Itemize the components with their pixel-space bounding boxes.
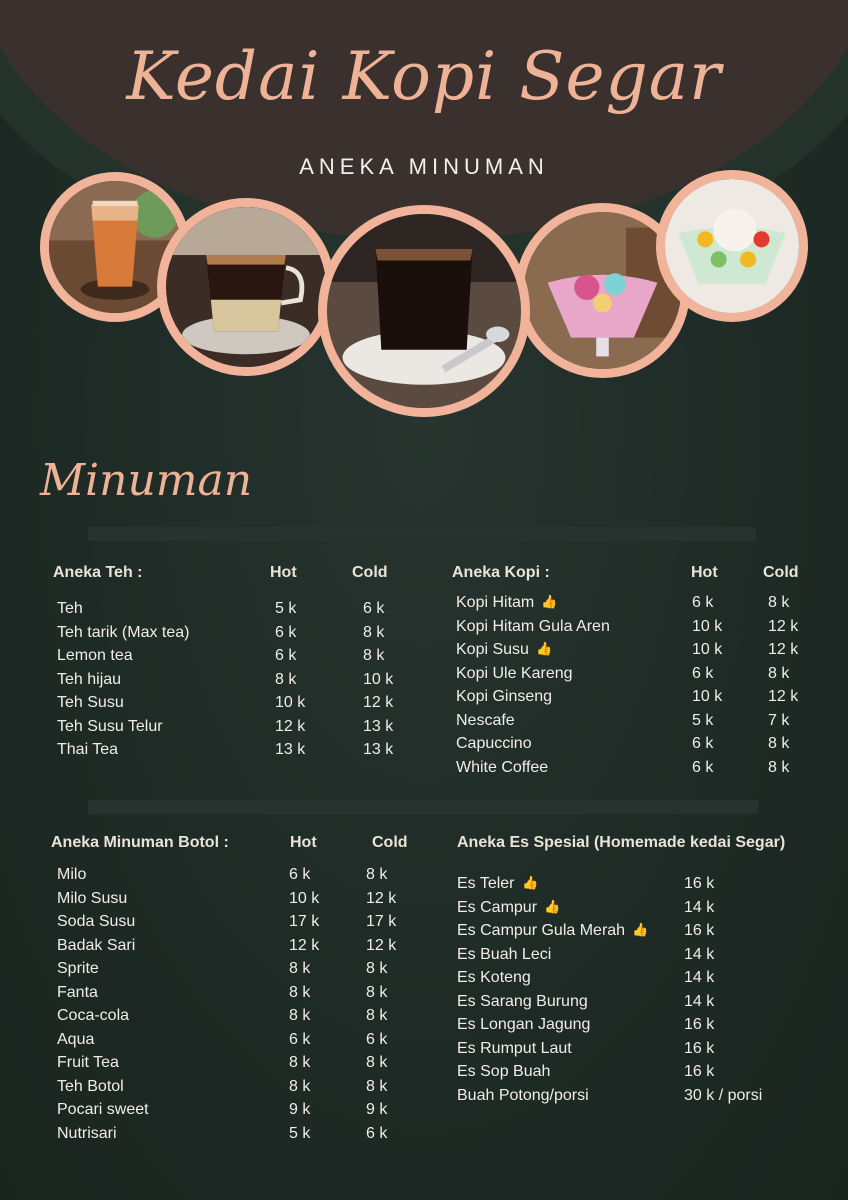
kopi-item-hot: 5 k — [692, 711, 714, 729]
teh-item-hot: 13 k — [275, 741, 306, 758]
teh-item-cold: 10 k — [363, 670, 394, 688]
botol-item-cold: 8 k — [366, 983, 388, 1001]
kopi-item-cold: 8 k — [768, 594, 790, 611]
es-item-name: Es Rumput Laut — [457, 1039, 572, 1057]
es-item-price: 16 k — [684, 922, 715, 939]
teh-item-name: Teh — [57, 600, 83, 617]
botol-hot-label: Hot — [290, 834, 317, 851]
thumbs-up-icon: 👍 — [536, 642, 553, 657]
kopi-hot-label: Hot — [691, 564, 718, 581]
kopi-item-hot: 6 k — [692, 664, 714, 682]
teh-item-name: Teh hijau — [57, 670, 122, 688]
es-item-name: Es Longan Jagung — [457, 1016, 591, 1033]
kopi-item-name: Kopi Susu — [456, 641, 529, 658]
botol-item-hot: 8 k — [289, 1077, 311, 1095]
es-item-price: 14 k — [684, 945, 715, 963]
botol-item-cold: 8 k — [366, 960, 388, 977]
divider-middle — [88, 800, 758, 814]
botol-item-hot: 6 k — [289, 866, 311, 883]
botol-heading: Aneka Minuman Botol : — [51, 834, 229, 851]
teh-item-name: Lemon tea — [57, 647, 133, 664]
es-item-price: 14 k — [684, 992, 715, 1010]
kopi-item-cold: 7 k — [768, 711, 790, 729]
botol-item-name: Badak Sari — [57, 936, 136, 954]
botol-item-hot: 5 k — [289, 1124, 311, 1142]
es-item-name: Es Teler — [457, 875, 515, 892]
kopi-item-cold: 12 k — [768, 688, 799, 705]
botol-item-name: Fruit Tea — [57, 1054, 119, 1071]
teh-item-hot: 5 k — [275, 600, 297, 617]
teh-cold-label: Cold — [352, 564, 388, 581]
botol-item-name: Fanta — [57, 983, 98, 1001]
botol-item-name: Sprite — [57, 960, 99, 977]
kopi-item-name: Capuccino — [456, 735, 532, 752]
thumbs-up-icon: 👍 — [544, 899, 561, 915]
kopi-item-name: Nescafe — [456, 711, 515, 729]
botol-item-hot: 8 k — [289, 960, 311, 977]
botol-item-name: Aqua — [57, 1030, 95, 1048]
es-teler-photo — [656, 170, 808, 322]
botol-item-cold: 9 k — [366, 1101, 388, 1118]
botol-item-cold: 6 k — [366, 1124, 388, 1142]
botol-item-hot: 9 k — [289, 1101, 311, 1118]
botol-item-cold: 6 k — [366, 1030, 388, 1048]
es-item-name: Es Koteng — [457, 969, 531, 986]
kopi-heading: Aneka Kopi : — [452, 564, 550, 581]
es-heading: Aneka Es Spesial (Homemade kedai Segar) — [457, 834, 786, 851]
es-item-name: Es Sop Buah — [457, 1063, 551, 1080]
layered-coffee-photo — [157, 198, 335, 376]
kopi-item-name: White Coffee — [456, 758, 549, 776]
botol-item-hot: 17 k — [289, 913, 320, 930]
kopi-item-name: Kopi Ule Kareng — [456, 664, 573, 682]
teh-item-name: Teh Susu — [57, 694, 124, 711]
kopi-item-cold: 8 k — [768, 735, 790, 752]
kopi-cold-label: Cold — [763, 564, 799, 581]
teh-item-cold: 8 k — [363, 647, 385, 664]
botol-item-name: Coca-cola — [57, 1007, 130, 1024]
teh-item-cold: 8 k — [363, 623, 385, 641]
botol-item-cold: 17 k — [366, 913, 397, 930]
botol-item-name: Pocari sweet — [57, 1101, 149, 1118]
kopi-item-cold: 12 k — [768, 617, 799, 635]
botol-item-name: Teh Botol — [57, 1077, 124, 1095]
teh-item-hot: 12 k — [275, 717, 306, 735]
botol-item-cold: 8 k — [366, 1077, 388, 1095]
teh-item-name: Teh tarik (Max tea) — [57, 623, 190, 641]
kopi-item-hot: 10 k — [692, 617, 723, 635]
botol-item-name: Milo Susu — [57, 889, 128, 907]
botol-item-cold: 8 k — [366, 1007, 388, 1024]
teh-item-hot: 8 k — [275, 670, 297, 688]
es-item-price: 14 k — [684, 898, 715, 916]
es-item-name: Buah Potong/porsi — [457, 1086, 589, 1104]
kopi-item-cold: 8 k — [768, 664, 790, 682]
teh-item-hot: 10 k — [275, 694, 306, 711]
kopi-item-cold: 12 k — [768, 641, 799, 658]
thumbs-up-icon: 👍 — [632, 923, 649, 938]
teh-item-cold: 12 k — [363, 694, 394, 711]
botol-item-name: Milo — [57, 866, 87, 883]
section-title: Minuman — [40, 455, 253, 506]
teh-item-hot: 6 k — [275, 623, 297, 641]
kopi-item-name: Kopi Hitam — [456, 594, 535, 611]
page-title: Kedai Kopi Segar — [126, 38, 722, 115]
teh-item-cold: 13 k — [363, 741, 394, 758]
black-coffee-photo — [318, 205, 530, 417]
divider-top — [88, 527, 756, 541]
botol-item-hot: 10 k — [289, 889, 320, 907]
thumbs-up-icon: 👍 — [522, 876, 539, 891]
es-item-name: Es Campur — [457, 898, 538, 916]
botol-item-cold: 8 k — [366, 1054, 388, 1071]
page-subtitle: ANEKA MINUMAN — [299, 154, 549, 179]
es-item-name: Es Campur Gula Merah — [457, 922, 626, 939]
thumbs-up-icon: 👍 — [541, 595, 558, 610]
botol-item-hot: 8 k — [289, 1007, 311, 1024]
kopi-item-hot: 10 k — [692, 641, 723, 658]
kopi-item-name: Kopi Ginseng — [456, 688, 553, 705]
teh-item-name: Teh Susu Telur — [57, 717, 163, 735]
botol-item-cold: 8 k — [366, 866, 388, 883]
teh-item-name: Thai Tea — [57, 741, 119, 758]
botol-item-hot: 8 k — [289, 983, 311, 1001]
botol-item-hot: 6 k — [289, 1030, 311, 1048]
es-item-price: 16 k — [684, 1039, 715, 1057]
botol-item-hot: 12 k — [289, 936, 320, 954]
kopi-item-cold: 8 k — [768, 758, 790, 776]
botol-item-cold: 12 k — [366, 936, 397, 954]
kopi-item-hot: 6 k — [692, 594, 714, 611]
botol-item-hot: 8 k — [289, 1054, 311, 1071]
es-item-price: 30 k / porsi — [684, 1086, 763, 1104]
kopi-item-hot: 6 k — [692, 758, 714, 776]
botol-cold-label: Cold — [372, 834, 408, 851]
botol-item-name: Nutrisari — [57, 1124, 117, 1142]
botol-item-name: Soda Susu — [57, 913, 136, 930]
es-item-price: 14 k — [684, 969, 715, 986]
kopi-item-name: Kopi Hitam Gula Aren — [456, 617, 610, 635]
teh-item-hot: 6 k — [275, 647, 297, 664]
teh-item-cold: 6 k — [363, 600, 385, 617]
es-item-price: 16 k — [684, 1016, 715, 1033]
es-item-name: Es Buah Leci — [457, 945, 552, 963]
botol-item-cold: 12 k — [366, 889, 397, 907]
teh-heading: Aneka Teh : — [53, 564, 143, 581]
es-item-name: Es Sarang Burung — [457, 992, 588, 1010]
es-item-price: 16 k — [684, 875, 715, 892]
teh-item-cold: 13 k — [363, 717, 394, 735]
kopi-item-hot: 6 k — [692, 735, 714, 752]
es-item-price: 16 k — [684, 1063, 715, 1080]
kopi-item-hot: 10 k — [692, 688, 723, 705]
teh-hot-label: Hot — [270, 564, 297, 581]
